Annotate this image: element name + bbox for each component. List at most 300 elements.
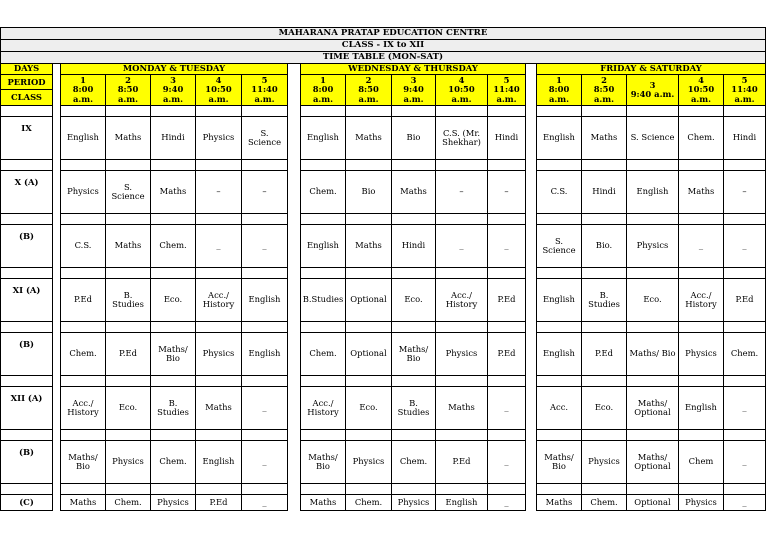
spacer-cell xyxy=(1,322,53,333)
subject-cell: B.Studies xyxy=(301,279,346,322)
spacer-cell xyxy=(1,106,53,117)
period-time: 10:50 a.m. xyxy=(205,84,232,104)
spacer-cell xyxy=(582,430,627,441)
column-gap xyxy=(53,333,61,376)
column-gap xyxy=(526,117,537,160)
spacer-cell xyxy=(392,430,436,441)
period-number: 5 xyxy=(261,74,268,85)
subject-cell: Physics xyxy=(392,495,436,511)
period-number: 4 xyxy=(698,74,704,85)
subject-cell: P.Ed xyxy=(196,495,242,511)
spacer-cell xyxy=(627,430,679,441)
spacer-cell xyxy=(106,484,151,495)
period-header xyxy=(488,75,526,106)
spacer-cell xyxy=(627,484,679,495)
column-gap xyxy=(526,376,537,387)
subject-cell: Maths xyxy=(151,171,196,214)
subject-cell: C.S. xyxy=(61,225,106,268)
period-time: 8:00 a.m. xyxy=(548,84,570,104)
spacer-cell xyxy=(1,430,53,441)
spacer-cell xyxy=(392,160,436,171)
spacer-cell xyxy=(242,430,288,441)
subject-cell: Hindi xyxy=(392,225,436,268)
subject-cell: _ xyxy=(724,495,766,511)
day-group-name: MONDAY & TUESDAY xyxy=(61,64,288,75)
subject-cell: B. Studies xyxy=(106,279,151,322)
subject-cell: Hindi xyxy=(488,117,526,160)
period-header xyxy=(242,75,288,106)
spacer-cell xyxy=(679,106,724,117)
subject-cell: Maths xyxy=(196,387,242,430)
subject-cell: Maths xyxy=(301,495,346,511)
subject-cell: _ xyxy=(242,225,288,268)
spacer-cell xyxy=(537,268,582,279)
subject-cell: S. Science xyxy=(242,117,288,160)
spacer-cell xyxy=(679,376,724,387)
spacer-row xyxy=(1,430,766,441)
subject-cell: – xyxy=(196,171,242,214)
subject-cell: Chem. xyxy=(301,171,346,214)
spacer-cell xyxy=(679,484,724,495)
spacer-cell xyxy=(151,106,196,117)
subject-cell: Acc. xyxy=(537,387,582,430)
subject-cell: _ xyxy=(242,387,288,430)
subject-cell: Maths/ Bio xyxy=(151,333,196,376)
column-gap xyxy=(288,268,301,279)
spacer-cell xyxy=(392,376,436,387)
column-gap xyxy=(53,322,61,333)
subject-cell: B. Studies xyxy=(151,387,196,430)
column-gap xyxy=(288,214,301,225)
subject-cell: Optional xyxy=(627,495,679,511)
subject-cell: English xyxy=(242,333,288,376)
period-number: 1 xyxy=(320,74,326,85)
column-gap xyxy=(53,441,61,484)
subject-cell: Physics xyxy=(106,441,151,484)
period-header xyxy=(106,75,151,106)
spacer-cell xyxy=(582,106,627,117)
timetable xyxy=(0,27,766,511)
column-gap xyxy=(53,106,61,117)
subject-cell: Maths xyxy=(537,495,582,511)
period-time: 8:50 a.m. xyxy=(358,84,379,104)
spacer-cell xyxy=(301,106,346,117)
spacer-cell xyxy=(61,106,106,117)
spacer-cell xyxy=(436,430,488,441)
column-gap xyxy=(526,279,537,322)
subject-cell: English xyxy=(679,387,724,430)
subject-cell: Bio xyxy=(346,171,392,214)
subject-cell: Hindi xyxy=(151,117,196,160)
subject-cell: – xyxy=(488,171,526,214)
period-number: 2 xyxy=(601,74,607,85)
spacer-cell xyxy=(242,322,288,333)
period-header xyxy=(627,75,679,106)
column-gap xyxy=(288,106,301,117)
subject-cell: P.Ed xyxy=(436,441,488,484)
period-number: 3 xyxy=(170,74,176,85)
subject-cell: P.Ed xyxy=(488,279,526,322)
subject-cell: Acc./ History xyxy=(196,279,242,322)
column-gap xyxy=(53,225,61,268)
spacer-cell xyxy=(488,160,526,171)
subject-cell: English xyxy=(61,117,106,160)
days-label: DAYS xyxy=(1,64,53,75)
column-gap xyxy=(526,484,537,495)
spacer-cell xyxy=(106,322,151,333)
column-gap xyxy=(53,376,61,387)
period-header xyxy=(61,75,106,106)
spacer-cell xyxy=(61,214,106,225)
period-time: 11:40 a.m. xyxy=(731,84,758,104)
period-time: 9:40 a.m. xyxy=(403,84,424,104)
subject-cell: _ xyxy=(488,225,526,268)
subject-cell: English xyxy=(627,171,679,214)
subject-cell: _ xyxy=(488,495,526,511)
spacer-cell xyxy=(627,268,679,279)
column-gap xyxy=(53,171,61,214)
class-label: CLASS xyxy=(11,92,42,102)
class-name: (B) xyxy=(1,333,53,376)
period-number: 4 xyxy=(215,74,222,85)
spacer-cell xyxy=(537,430,582,441)
column-gap xyxy=(526,268,537,279)
period-number: 3 xyxy=(410,74,417,85)
spacer-cell xyxy=(488,322,526,333)
subject-cell: Physics xyxy=(346,441,392,484)
period-time: 8:00 a.m. xyxy=(72,84,94,104)
spacer-cell xyxy=(106,268,151,279)
spacer-cell xyxy=(242,268,288,279)
subject-cell: Eco. xyxy=(627,279,679,322)
subject-cell: Maths xyxy=(106,117,151,160)
spacer-cell xyxy=(488,214,526,225)
column-gap xyxy=(526,441,537,484)
subject-cell: Maths xyxy=(61,495,106,511)
period-header xyxy=(679,75,724,106)
subject-cell: _ xyxy=(724,441,766,484)
subject-cell: S. Science xyxy=(537,225,582,268)
subject-cell: P.Ed xyxy=(61,279,106,322)
subject-cell: English xyxy=(301,117,346,160)
period-header xyxy=(582,75,627,106)
subject-cell: English xyxy=(436,495,488,511)
column-gap xyxy=(526,214,537,225)
subject-cell: Physics xyxy=(582,441,627,484)
period-time: 11:40 a.m. xyxy=(251,84,278,104)
spacer-cell xyxy=(242,106,288,117)
subject-cell: Maths/ Bio xyxy=(61,441,106,484)
subject-cell: C.S. (Mr. Shekhar) xyxy=(436,117,488,160)
subject-cell: English xyxy=(196,441,242,484)
column-gap xyxy=(526,75,537,106)
spacer-cell xyxy=(196,484,242,495)
spacer-cell xyxy=(61,484,106,495)
spacer-row xyxy=(1,322,766,333)
subject-cell: English xyxy=(537,333,582,376)
spacer-cell xyxy=(301,268,346,279)
column-gap xyxy=(53,387,61,430)
column-gap xyxy=(288,387,301,430)
spacer-cell xyxy=(346,376,392,387)
class-name: X (A) xyxy=(1,171,53,214)
spacer-cell xyxy=(196,430,242,441)
column-gap xyxy=(288,75,301,106)
day-group-name: WEDNESDAY & THURSDAY xyxy=(301,64,526,75)
spacer-cell xyxy=(301,484,346,495)
spacer-cell xyxy=(679,322,724,333)
subject-cell: Hindi xyxy=(582,171,627,214)
subject-cell: Chem. xyxy=(151,225,196,268)
column-gap xyxy=(288,376,301,387)
spacer-cell xyxy=(436,268,488,279)
subject-cell: – xyxy=(724,171,766,214)
spacer-cell xyxy=(151,484,196,495)
spacer-cell xyxy=(106,160,151,171)
period-header xyxy=(301,75,346,106)
timetable-label: TIME TABLE (MON-SAT) xyxy=(1,52,766,64)
subject-cell: Eco. xyxy=(582,387,627,430)
subject-cell: Eco. xyxy=(106,387,151,430)
spacer-cell xyxy=(151,268,196,279)
column-gap xyxy=(288,117,301,160)
subject-cell: _ xyxy=(488,387,526,430)
spacer-cell xyxy=(151,430,196,441)
spacer-cell xyxy=(196,106,242,117)
period-number: 3 xyxy=(649,79,656,90)
spacer-cell xyxy=(106,214,151,225)
spacer-cell xyxy=(724,268,766,279)
column-gap xyxy=(526,322,537,333)
subject-cell: Chem. xyxy=(679,117,724,160)
column-gap xyxy=(288,225,301,268)
class-name: (B) xyxy=(1,225,53,268)
spacer-cell xyxy=(1,160,53,171)
subject-cell: P.Ed xyxy=(106,333,151,376)
spacer-cell xyxy=(724,106,766,117)
spacer-cell xyxy=(392,106,436,117)
spacer-cell xyxy=(346,160,392,171)
period-time: 11:40 a.m. xyxy=(493,84,520,104)
subject-cell: _ xyxy=(196,225,242,268)
school-name: MAHARANA PRATAP EDUCATION CENTRE xyxy=(1,28,766,40)
spacer-cell xyxy=(679,430,724,441)
spacer-cell xyxy=(537,106,582,117)
spacer-cell xyxy=(301,430,346,441)
subject-cell: S. Science xyxy=(106,171,151,214)
spacer-cell xyxy=(346,322,392,333)
spacer-cell xyxy=(582,268,627,279)
spacer-cell xyxy=(301,376,346,387)
subject-cell: P.Ed xyxy=(582,333,627,376)
subject-cell: Optional xyxy=(346,333,392,376)
subject-cell: Maths xyxy=(392,171,436,214)
subject-cell: Maths xyxy=(106,225,151,268)
spacer-cell xyxy=(627,376,679,387)
period-number: 1 xyxy=(556,74,562,85)
table-row xyxy=(1,117,766,160)
column-gap xyxy=(288,484,301,495)
period-header xyxy=(537,75,582,106)
spacer-cell xyxy=(582,160,627,171)
spacer-cell xyxy=(392,268,436,279)
subject-cell: P.Ed xyxy=(488,333,526,376)
subject-cell: Bio xyxy=(392,117,436,160)
spacer-cell xyxy=(582,376,627,387)
column-gap xyxy=(53,430,61,441)
spacer-cell xyxy=(724,376,766,387)
table-row xyxy=(1,279,766,322)
subject-cell: _ xyxy=(724,225,766,268)
spacer-cell xyxy=(151,376,196,387)
column-gap xyxy=(526,106,537,117)
subject-cell: Maths/ Bio xyxy=(627,333,679,376)
class-name: XII (A) xyxy=(1,387,53,430)
spacer-row xyxy=(1,160,766,171)
spacer-cell xyxy=(392,322,436,333)
spacer-cell xyxy=(301,214,346,225)
subject-cell: Maths/ Bio xyxy=(301,441,346,484)
period-time: 8:50 a.m. xyxy=(593,84,615,104)
subject-cell: _ xyxy=(488,441,526,484)
column-gap xyxy=(526,160,537,171)
class-name: XI (A) xyxy=(1,279,53,322)
subject-cell: Physics xyxy=(679,495,724,511)
subject-cell: English xyxy=(537,117,582,160)
class-name: (B) xyxy=(1,441,53,484)
column-gap xyxy=(53,117,61,160)
column-gap xyxy=(288,333,301,376)
subject-cell: – xyxy=(242,171,288,214)
period-time: 9:40 a.m. xyxy=(162,84,184,104)
spacer-cell xyxy=(436,322,488,333)
spacer-cell xyxy=(196,214,242,225)
period-header xyxy=(196,75,242,106)
spacer-cell xyxy=(724,160,766,171)
subject-cell: Physics xyxy=(151,495,196,511)
spacer-cell xyxy=(346,106,392,117)
column-gap xyxy=(288,279,301,322)
subject-cell: Chem. xyxy=(392,441,436,484)
subject-cell: Chem. xyxy=(346,495,392,511)
spacer-cell xyxy=(537,214,582,225)
class-name: IX xyxy=(1,117,53,160)
column-gap xyxy=(53,214,61,225)
subject-cell: Maths xyxy=(436,387,488,430)
spacer-cell xyxy=(1,268,53,279)
spacer-cell xyxy=(301,160,346,171)
subject-cell: Maths xyxy=(679,171,724,214)
spacer-cell xyxy=(1,214,53,225)
table-row xyxy=(1,225,766,268)
subject-cell: S. Science xyxy=(627,117,679,160)
subject-cell: Physics xyxy=(436,333,488,376)
spacer-cell xyxy=(627,106,679,117)
subject-cell: Chem. xyxy=(61,333,106,376)
spacer-cell xyxy=(724,322,766,333)
spacer-cell xyxy=(724,430,766,441)
spacer-cell xyxy=(242,484,288,495)
spacer-cell xyxy=(582,214,627,225)
class-range: CLASS - IX to XII xyxy=(1,40,766,52)
spacer-cell xyxy=(242,160,288,171)
column-gap xyxy=(526,171,537,214)
spacer-cell xyxy=(679,268,724,279)
subject-cell: Chem xyxy=(679,441,724,484)
subject-cell: Physics xyxy=(627,225,679,268)
spacer-cell xyxy=(436,214,488,225)
spacer-cell xyxy=(242,376,288,387)
spacer-cell xyxy=(346,484,392,495)
spacer-cell xyxy=(242,214,288,225)
spacer-cell xyxy=(436,484,488,495)
spacer-cell xyxy=(488,268,526,279)
column-gap xyxy=(288,171,301,214)
spacer-cell xyxy=(346,268,392,279)
spacer-cell xyxy=(436,160,488,171)
spacer-cell xyxy=(61,376,106,387)
column-gap xyxy=(53,484,61,495)
subject-cell: Hindi xyxy=(724,117,766,160)
table-row xyxy=(1,441,766,484)
spacer-cell xyxy=(679,160,724,171)
subject-cell: English xyxy=(242,279,288,322)
column-gap xyxy=(526,495,537,511)
spacer-cell xyxy=(301,322,346,333)
table-row xyxy=(1,495,766,511)
period-number: 5 xyxy=(503,74,510,85)
column-gap xyxy=(288,495,301,511)
spacer-row xyxy=(1,214,766,225)
spacer-cell xyxy=(61,430,106,441)
subject-cell: English xyxy=(537,279,582,322)
spacer-cell xyxy=(346,430,392,441)
subject-cell: _ xyxy=(436,225,488,268)
subject-cell: Bio. xyxy=(582,225,627,268)
subject-cell: Physics xyxy=(679,333,724,376)
column-gap xyxy=(288,430,301,441)
subject-cell: Chem. xyxy=(582,495,627,511)
day-group-name: FRIDAY & SATURDAY xyxy=(537,64,766,75)
column-gap xyxy=(288,441,301,484)
spacer-cell xyxy=(436,376,488,387)
spacer-cell xyxy=(488,376,526,387)
subject-cell: Physics xyxy=(196,117,242,160)
spacer-cell xyxy=(61,322,106,333)
subject-cell: C.S. xyxy=(537,171,582,214)
spacer-cell xyxy=(151,214,196,225)
table-row xyxy=(1,333,766,376)
subject-cell: English xyxy=(301,225,346,268)
subject-cell: Acc./ History xyxy=(436,279,488,322)
subject-cell: Eco. xyxy=(392,279,436,322)
spacer-cell xyxy=(196,160,242,171)
column-gap xyxy=(53,268,61,279)
subject-cell: _ xyxy=(679,225,724,268)
spacer-cell xyxy=(61,160,106,171)
period-time: 10:50 a.m. xyxy=(687,84,715,104)
spacer-cell xyxy=(106,376,151,387)
spacer-cell xyxy=(582,484,627,495)
subject-cell: Maths/ Bio xyxy=(537,441,582,484)
subject-cell: Physics xyxy=(61,171,106,214)
spacer-cell xyxy=(61,268,106,279)
period-header xyxy=(151,75,196,106)
period-time: 10:50 a.m. xyxy=(448,84,475,104)
spacer-cell xyxy=(627,214,679,225)
column-gap xyxy=(526,387,537,430)
subject-cell: Maths xyxy=(346,117,392,160)
